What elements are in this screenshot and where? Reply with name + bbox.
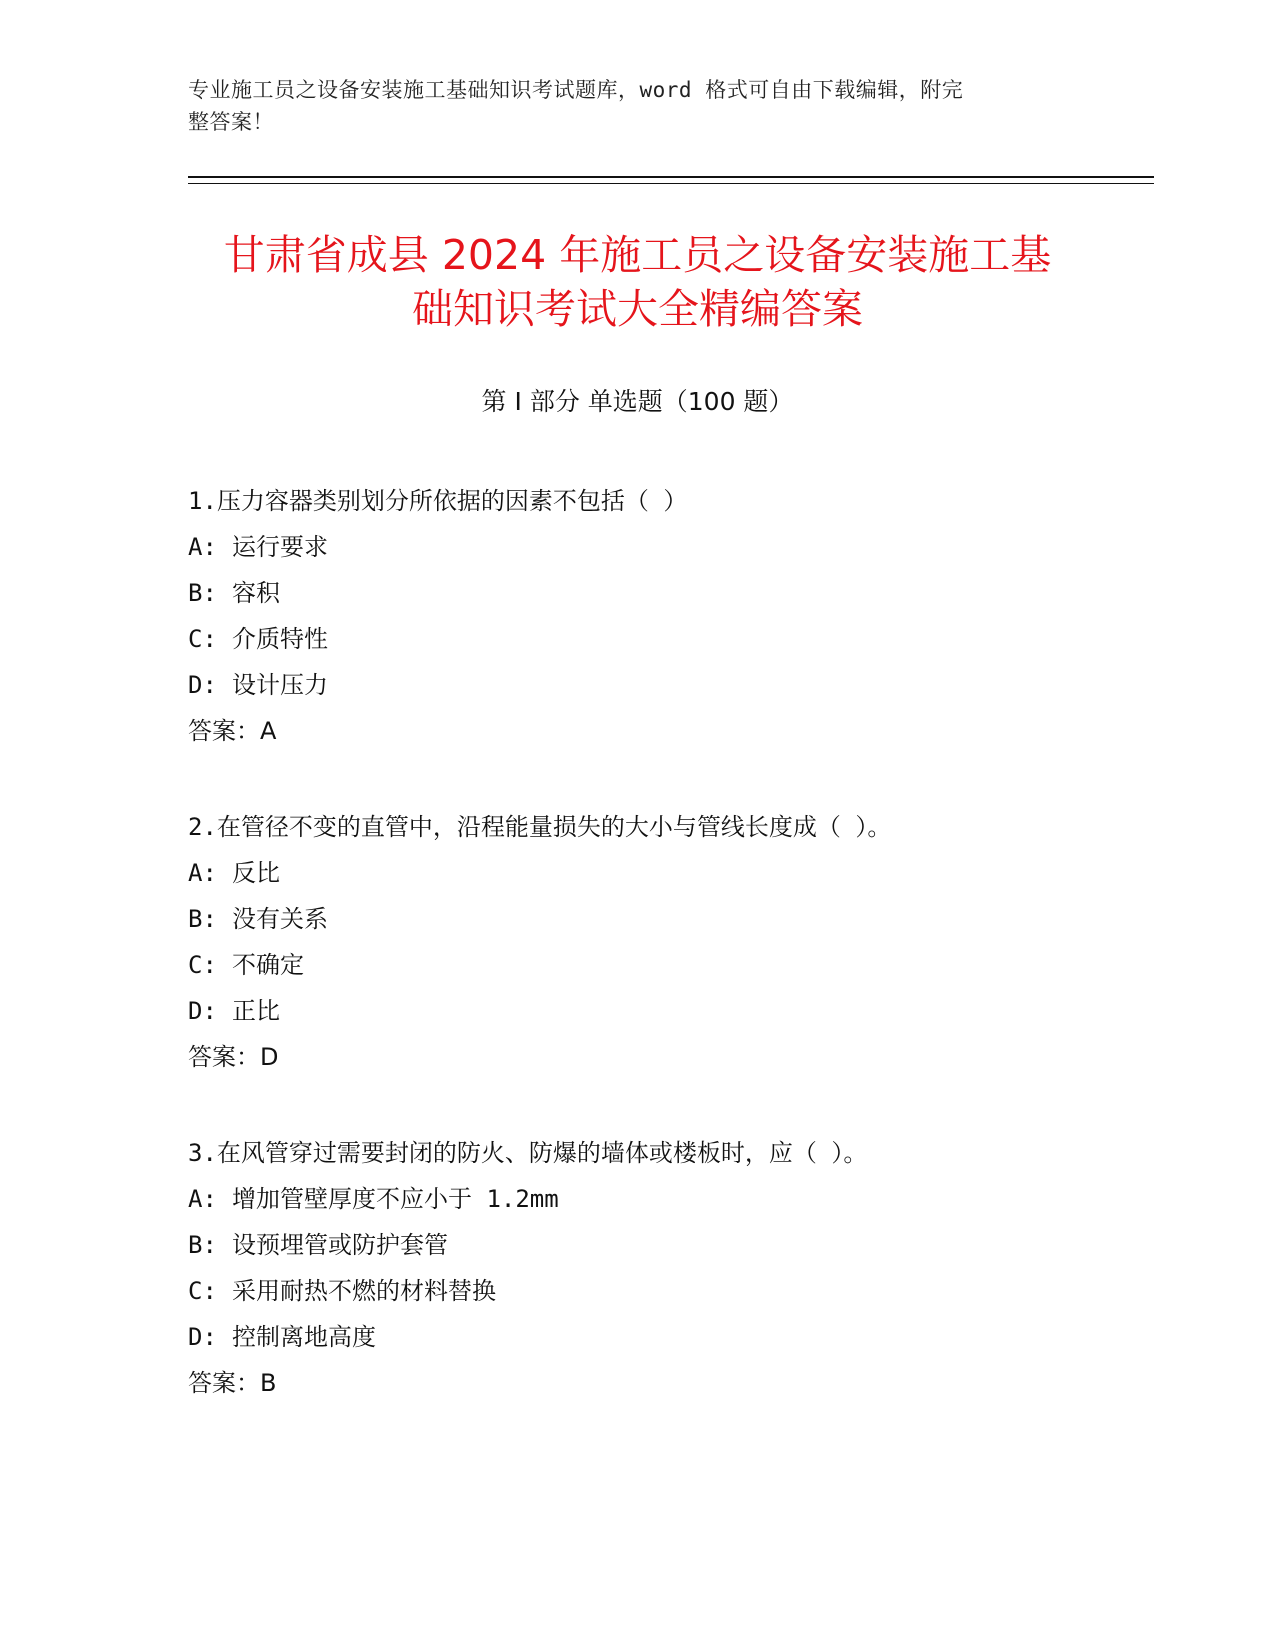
option-d [188, 988, 1088, 1034]
answer: 答案：B [188, 1369, 277, 1397]
option-text: 介质特性 [232, 625, 328, 653]
document-title [150, 228, 1125, 336]
option-text: 反比 [232, 859, 280, 887]
option-d [188, 1314, 1088, 1360]
option-key: D: [188, 997, 217, 1025]
option-key: C: [188, 625, 217, 653]
option-text: 运行要求 [232, 533, 328, 561]
document-title-line-2: 础知识考试大全精编答案 [412, 285, 863, 333]
option-key: D: [188, 1323, 217, 1351]
question-1 [188, 478, 1088, 754]
question-stem: 3.在风管穿过需要封闭的防火、防爆的墙体或楼板时，应（ ）。 [188, 1139, 868, 1167]
question-2 [188, 804, 1088, 1080]
option-b [188, 896, 1088, 942]
header-divider-thin [188, 183, 1154, 184]
option-key: A: [188, 859, 217, 887]
option-a [188, 1176, 1088, 1222]
option-key: D: [188, 671, 217, 699]
header-note-line-1: 专业施工员之设备安装施工基础知识考试题库，word 格式可自由下载编辑，附完 [188, 78, 964, 102]
option-c [188, 942, 1088, 988]
option-key: B: [188, 905, 217, 933]
option-key: A: [188, 1185, 217, 1213]
option-key: C: [188, 951, 217, 979]
option-b [188, 570, 1088, 616]
answer: 答案：A [188, 717, 277, 745]
option-a [188, 524, 1088, 570]
option-key: A: [188, 533, 217, 561]
option-text: 采用耐热不燃的材料替换 [232, 1277, 496, 1305]
question-3 [188, 1130, 1088, 1406]
option-text: 设预埋管或防护套管 [232, 1231, 448, 1259]
question-stem: 1.压力容器类别划分所依据的因素不包括（ ） [188, 487, 688, 515]
header-note [188, 74, 1068, 138]
option-text: 容积 [232, 579, 280, 607]
option-text: 正比 [232, 997, 280, 1025]
option-text: 设计压力 [232, 671, 328, 699]
option-key: C: [188, 1277, 217, 1305]
answer: 答案：D [188, 1043, 279, 1071]
option-text: 增加管壁厚度不应小于 1.2mm [232, 1185, 559, 1213]
option-text: 控制离地高度 [232, 1323, 376, 1351]
option-d [188, 662, 1088, 708]
header-divider-thick [188, 176, 1154, 178]
header-note-line-2: 整答案！ [188, 110, 274, 134]
option-c [188, 616, 1088, 662]
question-list [188, 478, 1088, 1406]
section-heading: 第 I 部分 单选题（100 题） [481, 387, 794, 416]
document-title-line-1: 甘肃省成县 2024 年施工员之设备安装施工基 [223, 231, 1052, 279]
question-stem: 2.在管径不变的直管中，沿程能量损失的大小与管线长度成（ ）。 [188, 813, 892, 841]
option-text: 不确定 [232, 951, 304, 979]
option-c [188, 1268, 1088, 1314]
option-key: B: [188, 579, 217, 607]
option-text: 没有关系 [232, 905, 328, 933]
option-b [188, 1222, 1088, 1268]
option-a [188, 850, 1088, 896]
option-key: B: [188, 1231, 217, 1259]
